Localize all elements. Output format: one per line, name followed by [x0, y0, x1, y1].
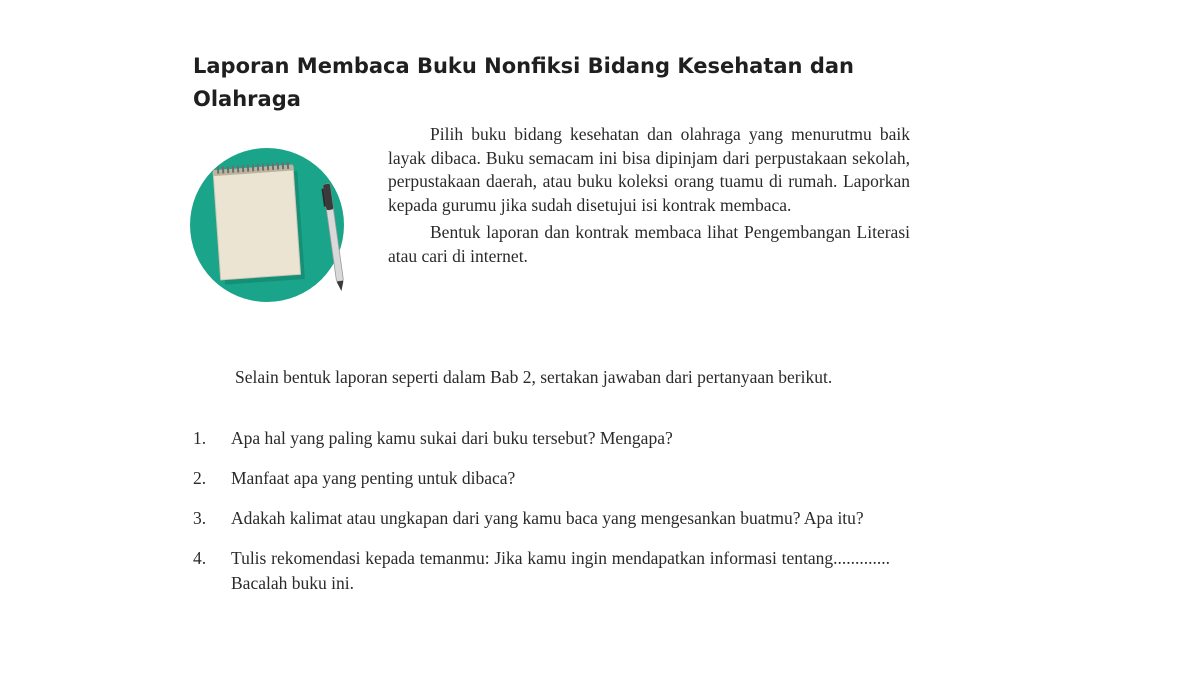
list-item — [193, 466, 910, 491]
question-number: 1. — [193, 428, 207, 448]
intro-paragraph-1: Pilih buku bidang kesehatan dan olahraga yang menurutmu baik layak dibaca. Buku semacam ini bisa dipinjam dari perpustakaan sekolah, perpustakaan daerah, atau buku koleksi orang tuamu di rumah. Laporkan kepada gurumu jika sudah disetujui isi kontrak membaca. — [388, 124, 910, 215]
question-text: Tulis rekomendasi kepada temanmu: Jika kamu ingin mendapatkan informasi tentang............. Bacalah buku ini. — [231, 548, 890, 593]
question-text: Adakah kalimat atau ungkapan dari yang kamu baca yang mengesankan buatmu? Apa itu? — [231, 508, 864, 528]
notepad-and-pen-icon — [190, 143, 360, 308]
notepad-illustration — [190, 143, 360, 308]
question-text: Manfaat apa yang penting untuk dibaca? — [231, 468, 516, 488]
question-number: 4. — [193, 548, 207, 568]
question-number: 2. — [193, 468, 207, 488]
question-list — [193, 426, 910, 611]
question-number: 3. — [193, 508, 207, 528]
list-item — [193, 506, 910, 531]
list-item — [193, 546, 910, 596]
question-text: Apa hal yang paling kamu sukai dari buku tersebut? Mengapa? — [231, 428, 673, 448]
intro-paragraph-2: Bentuk laporan dan kontrak membaca lihat Pengembangan Literasi atau cari di internet. — [388, 222, 910, 266]
notepad-page — [213, 167, 300, 280]
list-item — [193, 426, 910, 451]
page-title: Laporan Membaca Buku Nonfiksi Bidang Kesehatan dan Olahraga — [193, 54, 854, 111]
instruction-paragraph: Selain bentuk laporan seperti dalam Bab 2, sertakan jawaban dari pertanyaan berikut. — [235, 367, 833, 387]
intro-text — [388, 123, 910, 269]
